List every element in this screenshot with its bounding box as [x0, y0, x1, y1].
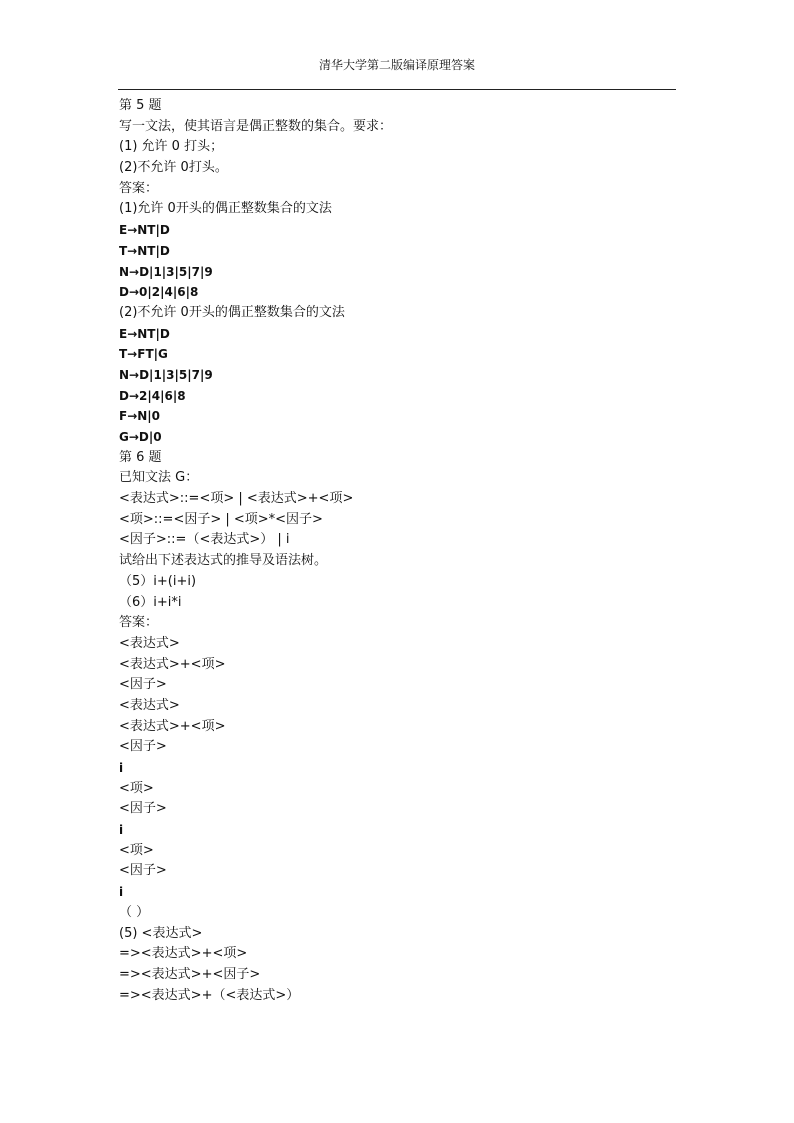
text-line: <表达式>+<项> [119, 718, 226, 734]
text-line: E→NT|D [119, 326, 170, 341]
text-line: （5）i+(i+i) [119, 573, 197, 589]
text-line: =><表达式>+<项> [119, 946, 248, 962]
text-line: =><表达式>+<因子> [119, 966, 261, 982]
text-line: T→FT|G [119, 347, 168, 362]
text-line: 答案： [119, 180, 159, 196]
header-divider [118, 89, 676, 90]
text-line: <表达式> [119, 635, 180, 651]
text-line: (1)允许 0开头的偶正整数集合的文法 [119, 201, 332, 217]
text-line: i [119, 885, 124, 900]
text-line: G→D|0 [119, 430, 162, 444]
text-line: T→NT|D [119, 243, 170, 258]
text-line: 第 5 题 [119, 98, 162, 113]
text-line: <表达式> [119, 697, 180, 713]
text-line: i [119, 823, 124, 838]
text-line: <因子> [119, 677, 167, 693]
text-line: <因子>::=（<表达式>） | i [119, 532, 290, 548]
text-line: 答案： [119, 615, 159, 631]
text-line: <因子> [119, 739, 167, 755]
text-line: 第 6 题 [119, 449, 162, 465]
text-line: (5) <表达式> [119, 925, 203, 941]
page-header-title: 清华大学第二版编译原理答案 [318, 58, 475, 72]
text-line: E→NT|D [119, 223, 170, 238]
text-line: <表达式>::=<项> | <表达式>+<项> [119, 491, 354, 507]
text-line: <项>::=<因子> | <项>*<因子> [119, 511, 323, 527]
text-line: <因子> [119, 801, 167, 817]
text-line: （6）i+i*i [119, 594, 182, 610]
text-line: N→D|1|3|5|7|9 [119, 264, 213, 279]
text-line: 写一文法，使其语言是偶正整数的集合。要求： [119, 118, 393, 134]
text-line: （ ） [119, 904, 150, 920]
text-line: i [119, 761, 124, 775]
text-line: <因子> [119, 863, 167, 879]
text-line: <项> [119, 842, 154, 858]
text-line: =><表达式>+（<表达式>） [119, 987, 300, 1003]
text-line: 已知文法 G： [119, 470, 199, 486]
text-line: 试给出下述表达式的推导及语法树。 [119, 553, 328, 569]
text-line: F→N|0 [119, 409, 161, 424]
text-line: <项> [119, 780, 154, 796]
text-line: D→2|4|6|8 [119, 388, 186, 403]
text-line: (1) 允许 0 打头； [119, 139, 224, 155]
text-line: N→D|1|3|5|7|9 [119, 367, 213, 382]
text-line: D→0|2|4|6|8 [119, 285, 199, 300]
text-line: (2)不允许 0打头。 [119, 160, 228, 176]
document-body [119, 96, 679, 1006]
text-line: <表达式>+<项> [119, 656, 226, 672]
text-line: (2)不允许 0开头的偶正整数集合的文法 [119, 304, 345, 320]
